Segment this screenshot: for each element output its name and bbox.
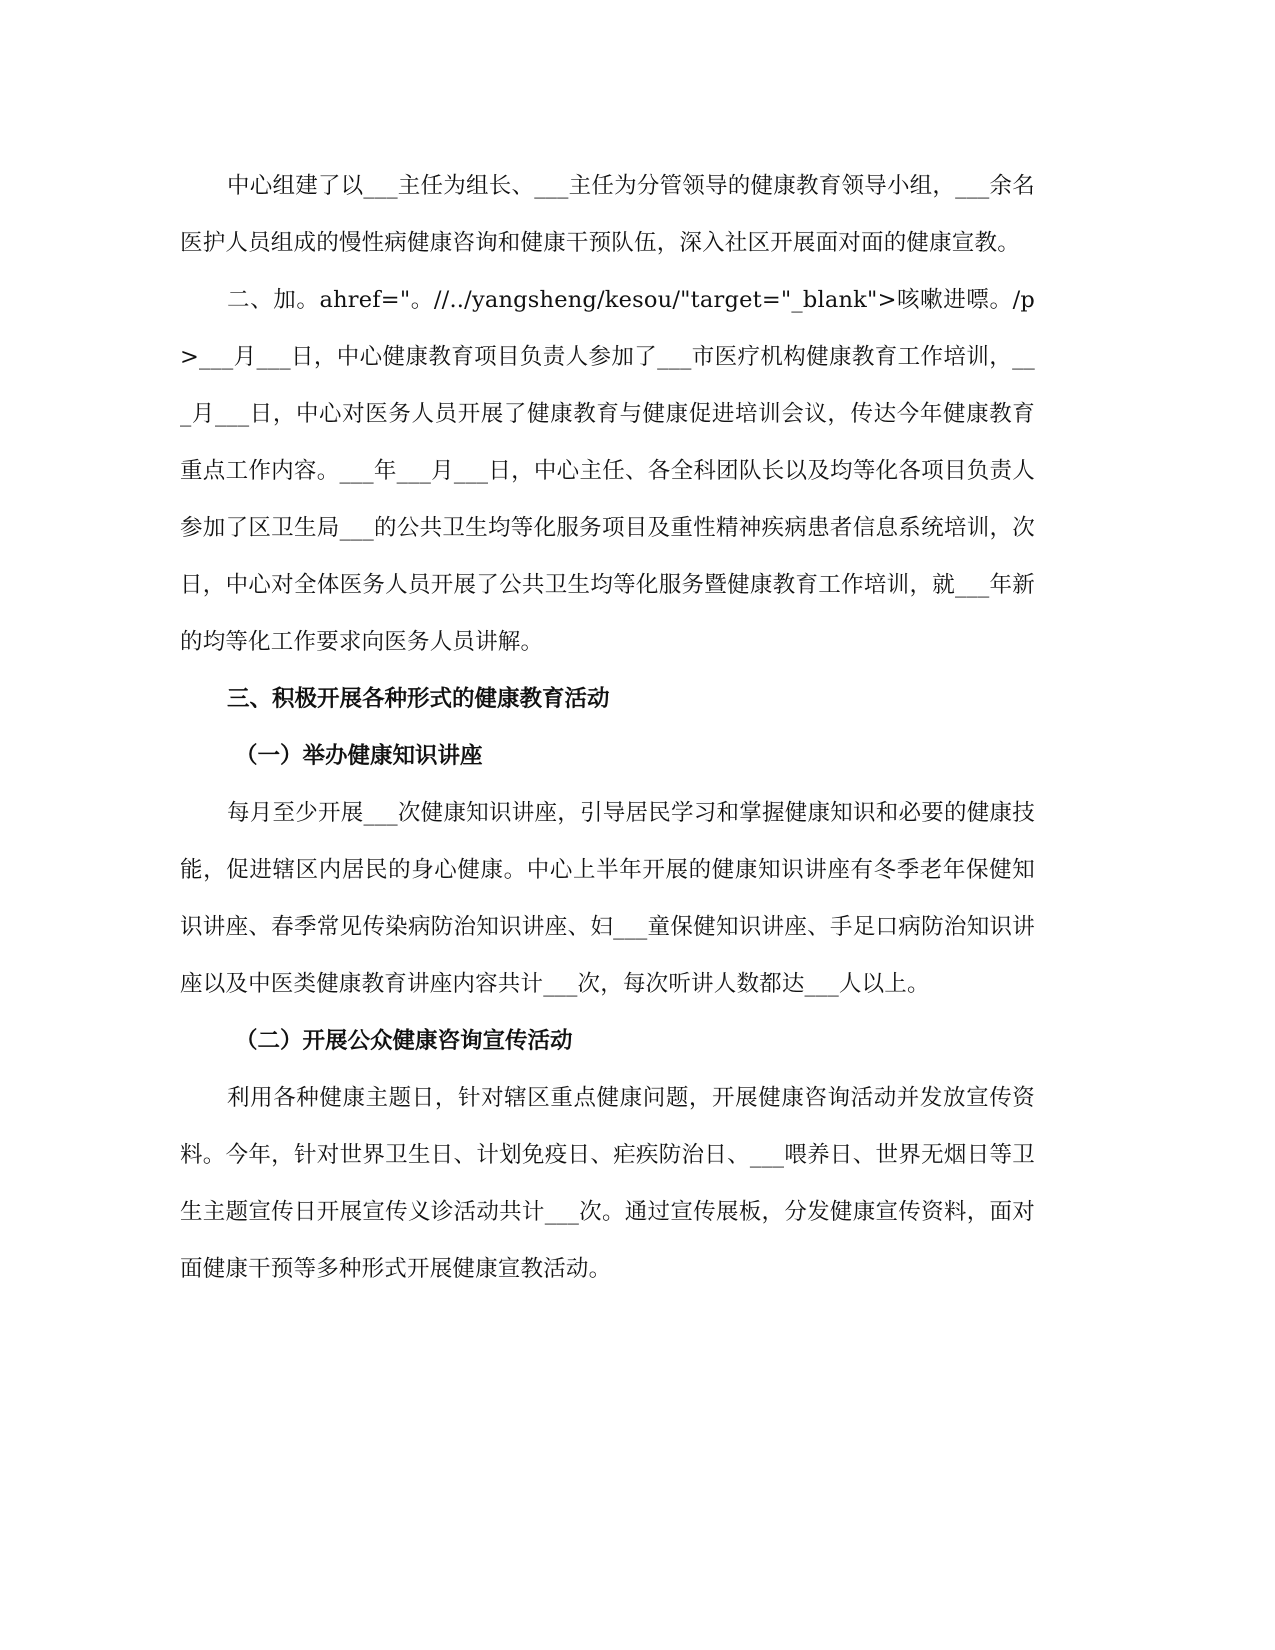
document-page [180,158,1035,1298]
paragraph-lectures: 每月至少开展___次健康知识讲座，引导居民学习和掌握健康知识和必要的健康技能，促进辖区内居民的身心健康。中心上半年开展的健康知识讲座有冬季老年保健知识讲座、春季常见传染病防治知识讲座、妇___童保健知识讲座、手足口病防治知识讲座以及中医类健康教育讲座内容共计___次，每次听讲人数都达___人以上。 [180,800,1035,997]
paragraph-training: 二、加。ahref="。//../yangsheng/kesou/"target="_blank">咳嗽进嘌。/p>___月___日，中心健康教育项目负责人参加了___市医疗机构健康教育工作培训，___月___日，中心对医务人员开展了健康教育与健康促进培训会议，传达今年健康教育重点工作内容。___年___月___日，中心主任、各全科团队长以及均等化各项目负责人参加了区卫生局___的公共卫生均等化服务项目及重性精神疾病患者信息系统培训，次日，中心对全体医务人员开展了公共卫生均等化服务暨健康教育工作培训，就___年新的均等化工作要求向医务人员讲解。 [180,287,1035,655]
paragraph-leadership-group: 中心组建了以___主任为组长、___主任为分管领导的健康教育领导小组，___余名医护人员组成的慢性病健康咨询和健康干预队伍，深入社区开展面对面的健康宣教。 [180,173,1035,256]
subheading-consultation: （二）开展公众健康咨询宣传活动 [235,1028,573,1054]
paragraph-consultation: 利用各种健康主题日，针对辖区重点健康问题，开展健康咨询活动并发放宣传资料。今年，针对世界卫生日、计划免疫日、疟疾防治日、___喂养日、世界无烟日等卫生主题宣传日开展宣传义诊活动共计___次。通过宣传展板，分发健康宣传资料，面对面健康干预等多种形式开展健康宣教活动。 [180,1085,1035,1282]
section-heading-activities: 三、积极开展各种形式的健康教育活动 [227,686,610,712]
subheading-lectures: （一）举办健康知识讲座 [235,743,483,769]
